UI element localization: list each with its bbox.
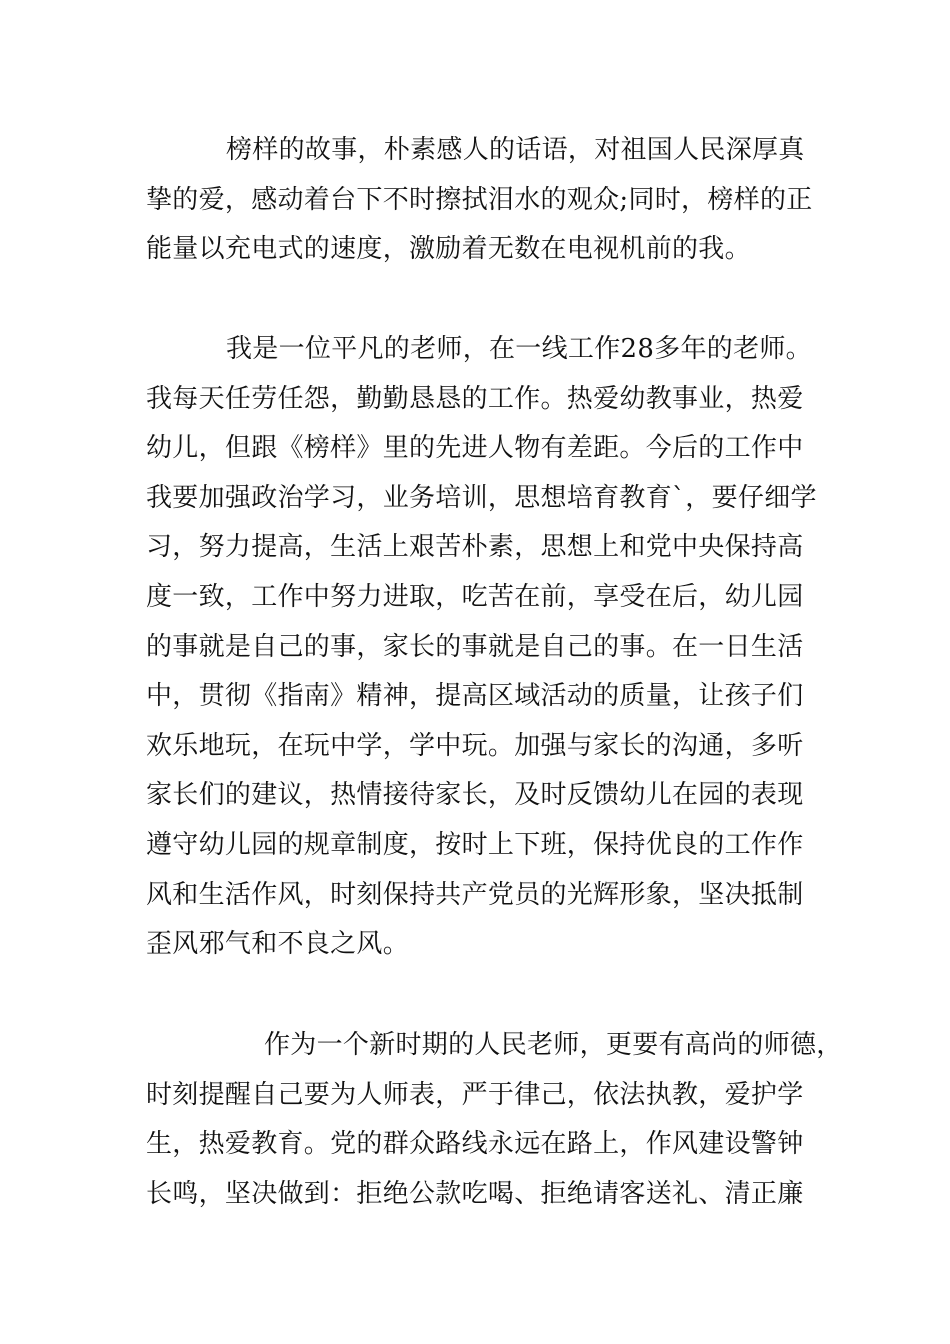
paragraph-1 xyxy=(146,126,816,275)
paragraph-line: 榜样的故事，朴素感人的话语，对祖国人民深厚真 xyxy=(226,135,805,165)
paragraph-line: 长鸣，坚决做到：拒绝公款吃喝、拒绝请客送礼、清正廉 xyxy=(146,1178,804,1209)
paragraph-line: 作为一个新时期的人民老师，更要有高尚的师德， xyxy=(264,1030,843,1060)
paragraph-line: 能量以充电式的速度，激励着无数在电视机前的我。 xyxy=(146,234,751,265)
paragraph-line: 家长们的建议，热情接待家长，及时反馈幼儿在园的表现 xyxy=(146,780,804,811)
paragraph-line: 欢乐地玩，在玩中学，学中玩。加强与家长的沟通，多听 xyxy=(146,730,804,761)
paragraph-2 xyxy=(146,325,816,970)
paragraph-line: 习，努力提高，生活上艰苦朴素，思想上和党中央保持高 xyxy=(146,532,804,563)
paragraph-line: 幼儿，但跟《榜样》里的先进人物有差距。今后的工作中 xyxy=(146,433,804,464)
paragraph-line: 挚的爱，感动着台下不时擦拭泪水的观众;同时，榜样的正 xyxy=(146,184,813,215)
paragraph-line: 中，贯彻《指南》精神，提高区域活动的质量，让孩子们 xyxy=(146,681,804,712)
paragraph-line: 风和生活作风，时刻保持共产党员的光辉形象，坚决抵制 xyxy=(146,879,804,910)
paragraph-line: 我每天任劳任怨，勤勤恳恳的工作。热爱幼教事业，热爱 xyxy=(146,383,804,414)
paragraph-line: 遵守幼儿园的规章制度，按时上下班，保持优良的工作作 xyxy=(146,829,804,860)
paragraph-line: 的事就是自己的事，家长的事就是自己的事。在一日生活 xyxy=(146,631,804,662)
paragraph-line: 时刻提醒自己要为人师表，严于律己，依法执教，爱护学 xyxy=(146,1079,804,1110)
paragraph-line: 歪风邪气和不良之风。 xyxy=(146,929,410,960)
paragraph-line: 我是一位平凡的老师，在一线工作28多年的老师。 xyxy=(226,334,812,364)
paragraph-line: 我要加强政治学习，业务培训，思想培育教育`，要仔细学 xyxy=(146,482,817,513)
paragraph-3 xyxy=(146,1021,843,1219)
paragraph-line: 度一致，工作中努力进取，吃苦在前，享受在后，幼儿园 xyxy=(146,581,804,612)
paragraph-line: 生，热爱教育。党的群众路线永远在路上，作风建设警钟 xyxy=(146,1129,804,1160)
